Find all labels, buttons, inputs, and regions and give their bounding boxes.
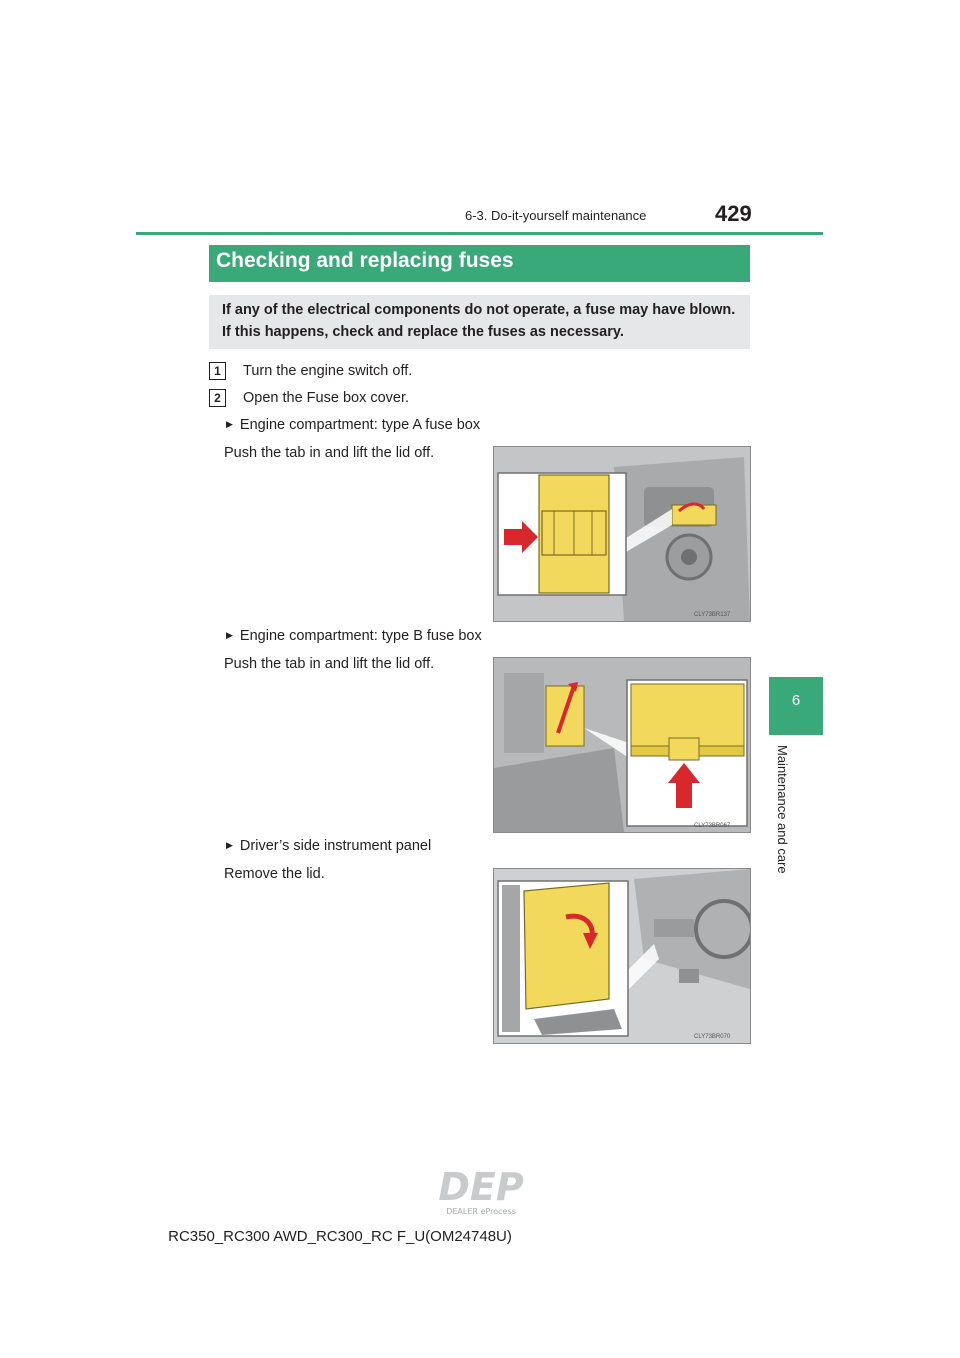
- chapter-tab-number: 6: [791, 692, 801, 709]
- bullet-arrow-icon: ▶: [226, 840, 233, 850]
- step-text-2: Open the Fuse box cover.: [243, 390, 410, 406]
- item-heading-text: Engine compartment: type B fuse box: [239, 628, 482, 644]
- item-instruction-type-b: Push the tab in and lift the lid off.: [224, 656, 435, 672]
- logo-subtext: DEALER eProcess: [446, 1207, 516, 1216]
- page-number: 429: [715, 201, 752, 226]
- page-title: Checking and replacing fuses: [216, 249, 514, 272]
- item-heading-text: Engine compartment: type A fuse box: [239, 417, 481, 433]
- step-text-1: Turn the engine switch off.: [243, 363, 413, 379]
- footer-model-code: RC350_RC300 AWD_RC300_RC F_U(OM24748U): [168, 1228, 512, 1245]
- item-instruction-type-a: Push the tab in and lift the lid off.: [224, 445, 435, 461]
- engine-compartment-b-illustration: [494, 658, 750, 832]
- intro-text: If any of the electrical components do not operate, a fuse may have blown. If this happens, check and replace the fuses as necessary.: [222, 302, 736, 340]
- engine-compartment-a-illustration: [494, 447, 750, 621]
- figure-instrument-panel-fuse-box: [493, 868, 751, 1044]
- dealer-eprocess-logo: [416, 1166, 546, 1216]
- bullet-arrow-icon: ▶: [226, 630, 233, 640]
- item-heading-instrument-panel: [226, 838, 431, 854]
- step-number-2: 2: [209, 389, 226, 407]
- item-heading-type-a: [226, 417, 480, 433]
- instrument-panel-illustration: [494, 869, 750, 1043]
- chapter-tab-label: Maintenance and care: [775, 745, 790, 874]
- bullet-arrow-icon: ▶: [226, 419, 233, 429]
- item-heading-type-b: [226, 628, 482, 644]
- item-instruction-instrument-panel: Remove the lid.: [224, 866, 325, 882]
- figure-code: CLY73BR067: [694, 823, 731, 829]
- figure-code: CLY73BR070: [694, 1034, 731, 1040]
- logo-text: DEP: [438, 1166, 524, 1209]
- item-heading-text: Driver’s side instrument panel: [239, 838, 432, 854]
- figure-type-a-fuse-box: [493, 446, 751, 622]
- header-rule: [136, 232, 823, 235]
- step-number-1: 1: [209, 362, 226, 380]
- section-title: 6-3. Do-it-yourself maintenance: [465, 208, 647, 223]
- figure-type-b-fuse-box: [493, 657, 751, 833]
- figure-code: CLY73BR137: [694, 612, 731, 618]
